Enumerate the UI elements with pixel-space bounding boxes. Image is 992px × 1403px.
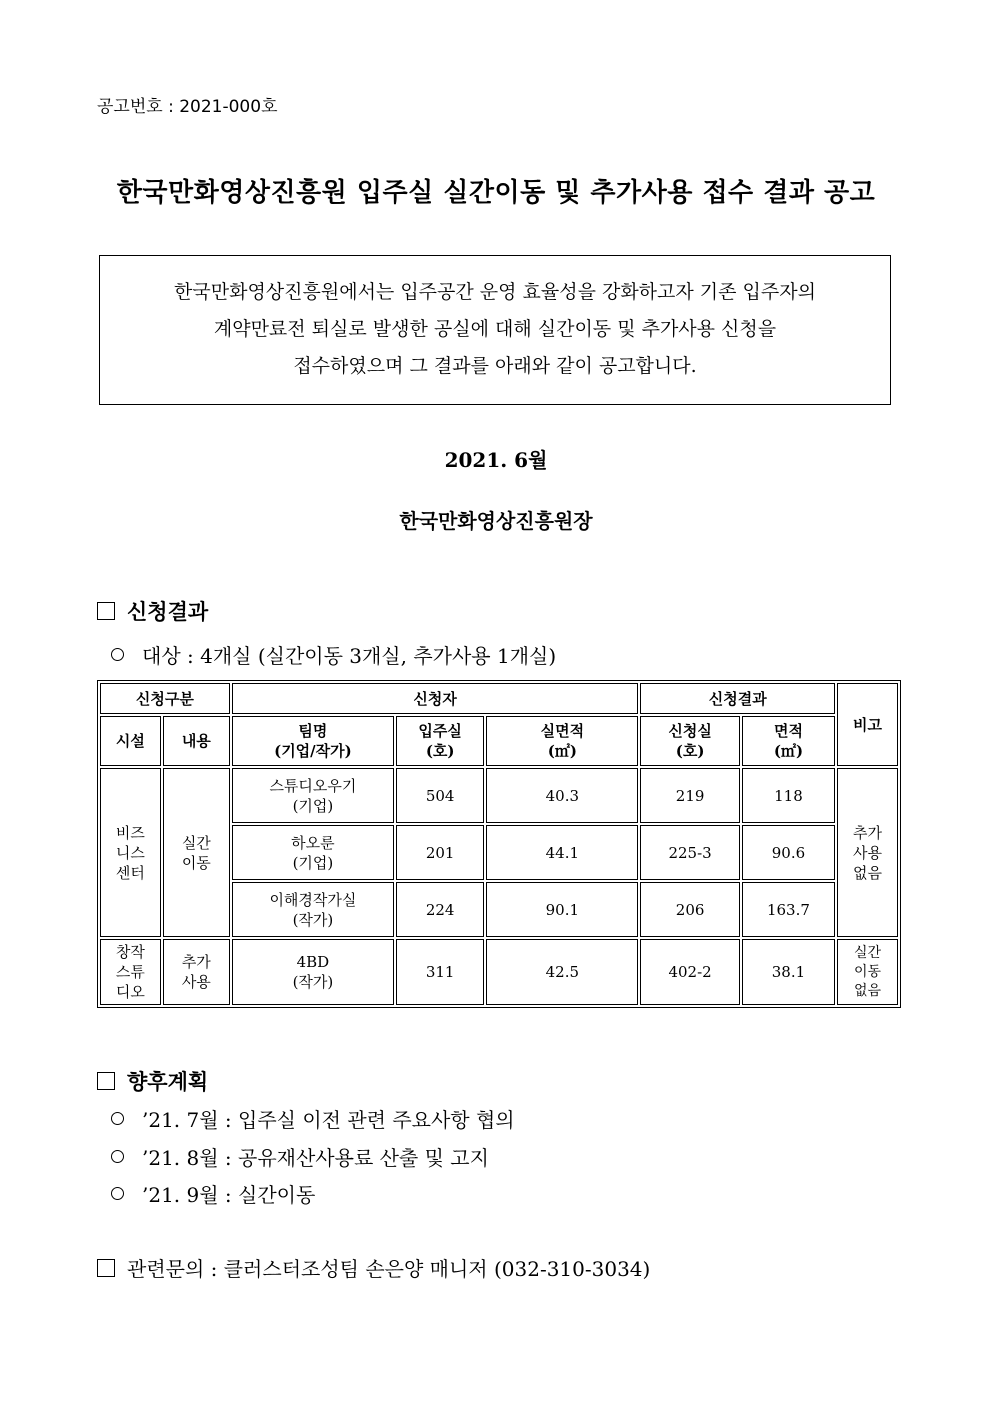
col-header-req-room-line1: 신청실	[668, 722, 712, 740]
team-type: (작가)	[292, 973, 334, 991]
content-text: 추가	[181, 953, 211, 971]
square-bullet-icon	[97, 602, 115, 620]
col-header-req-area-line2: (㎡)	[773, 742, 804, 760]
group-header-result: 신청결과	[640, 683, 835, 714]
issuer-name: 한국만화영상진흥원장	[399, 509, 593, 533]
plan-item	[111, 1179, 315, 1208]
col-header-area-line2: (㎡)	[547, 742, 577, 760]
col-header-room-line1: 입주실	[418, 722, 462, 740]
col-header-area-line1: 실면적	[540, 722, 585, 740]
col-header-req-room	[640, 716, 739, 766]
col-header-area	[486, 716, 638, 766]
col-header-room-line2: (호)	[425, 742, 455, 760]
req-area-cell: 163.7	[742, 882, 835, 937]
col-header-content: 내용	[163, 716, 230, 766]
intro-line-1: 한국만화영상진흥원에서는 입주공간 운영 효율성을 강화하고자 기존 입주자의	[174, 281, 816, 303]
req-area-cell: 38.1	[742, 939, 835, 1005]
area-cell: 40.3	[486, 768, 638, 823]
team-name: 스튜디오우기	[269, 776, 357, 795]
facility-text: 디오	[115, 983, 145, 1001]
group-header-category: 신청구분	[100, 683, 230, 714]
intro-box	[99, 255, 891, 405]
col-header-req-area-line1: 면적	[773, 722, 803, 740]
col-header-room	[396, 716, 484, 766]
result-table	[97, 680, 901, 1008]
team-cell	[232, 882, 394, 937]
note-text: 이동	[854, 963, 882, 980]
content-cell	[163, 939, 230, 1005]
content-text: 이동	[181, 853, 211, 872]
plan-item-text: ’21. 7월 : 입주실 이전 관련 주요사항 협의	[142, 1108, 515, 1132]
note-cell	[837, 768, 898, 937]
facility-text: 센터	[115, 863, 145, 882]
col-header-team-line2: (기업/작가)	[274, 742, 352, 760]
content-text: 사용	[181, 973, 211, 991]
room-cell: 201	[396, 825, 484, 880]
col-header-facility: 시설	[100, 716, 161, 766]
content-text: 실간	[181, 833, 211, 852]
team-type: (작가)	[292, 910, 334, 929]
req-room-cell: 402-2	[640, 939, 739, 1005]
req-area-cell: 90.6	[742, 825, 835, 880]
group-header-note: 비고	[837, 683, 898, 766]
plan-item	[111, 1104, 515, 1133]
team-cell	[232, 825, 394, 880]
circle-bullet-icon	[111, 1150, 124, 1163]
section-result-title: 신청결과	[127, 599, 209, 624]
plan-item	[111, 1142, 489, 1171]
team-name: 4BD	[296, 953, 330, 971]
intro-line-3: 접수하였으며 그 결과를 아래와 같이 공고합니다.	[293, 355, 697, 377]
facility-cell	[100, 939, 161, 1005]
intro-line-2: 계약만료전 퇴실로 발생한 공실에 대해 실간이동 및 추가사용 신청을	[213, 318, 777, 340]
group-header-applicant: 신청자	[232, 683, 639, 714]
notice-number: 공고번호 : 2021-000호	[97, 97, 278, 117]
section-plan-title: 향후계획	[127, 1069, 209, 1094]
table-row	[100, 768, 898, 823]
page-title: 한국만화영상진흥원 입주실 실간이동 및 추가사용 접수 결과 공고	[116, 178, 876, 208]
col-header-req-room-line2: (호)	[675, 742, 705, 760]
facility-text: 스튜	[115, 963, 145, 981]
circle-bullet-icon	[111, 1112, 124, 1125]
content-cell	[163, 768, 230, 937]
facility-text: 비즈	[115, 823, 145, 842]
note-text: 없음	[854, 982, 882, 999]
col-header-team-line1: 팀명	[298, 722, 328, 740]
area-cell: 90.1	[486, 882, 638, 937]
col-header-req-area	[742, 716, 835, 766]
note-text: 없음	[853, 863, 883, 882]
facility-text: 니스	[115, 843, 145, 862]
team-type: (기업)	[292, 853, 334, 872]
req-room-cell: 225-3	[640, 825, 739, 880]
req-area-cell: 118	[742, 768, 835, 823]
section-plan-heading	[97, 1066, 208, 1096]
contact-line	[97, 1253, 650, 1282]
area-cell: 44.1	[486, 825, 638, 880]
team-cell	[232, 939, 394, 1005]
facility-cell	[100, 768, 161, 937]
note-text: 사용	[853, 843, 883, 862]
req-room-cell: 219	[640, 768, 739, 823]
contact-text: 관련문의 : 클러스터조성팀 손은양 매니저 (032-310-3034)	[127, 1257, 651, 1281]
square-bullet-icon	[97, 1072, 115, 1090]
note-text: 실간	[854, 944, 882, 961]
team-name: 이해경작가실	[269, 890, 357, 909]
room-cell: 504	[396, 768, 484, 823]
plan-item-text: ’21. 8월 : 공유재산사용료 산출 및 고지	[142, 1146, 489, 1170]
target-text: 대상 : 4개실 (실간이동 3개실, 추가사용 1개실)	[142, 644, 557, 668]
circle-bullet-icon	[111, 1187, 124, 1200]
note-text: 추가	[853, 823, 883, 842]
square-bullet-icon	[97, 1259, 115, 1277]
area-cell: 42.5	[486, 939, 638, 1005]
table-row	[100, 939, 898, 1005]
req-room-cell: 206	[640, 882, 739, 937]
section-result-heading	[97, 596, 208, 626]
room-cell: 311	[396, 939, 484, 1005]
room-cell: 224	[396, 882, 484, 937]
team-cell	[232, 768, 394, 823]
target-line	[111, 640, 556, 669]
plan-item-text: ’21. 9월 : 실간이동	[142, 1183, 316, 1207]
team-type: (기업)	[292, 796, 334, 815]
team-name: 하오룬	[291, 833, 335, 852]
note-cell	[837, 939, 898, 1005]
circle-bullet-icon	[111, 648, 124, 661]
notice-date: 2021. 6월	[444, 448, 548, 472]
col-header-team	[232, 716, 394, 766]
facility-text: 창작	[115, 943, 145, 961]
